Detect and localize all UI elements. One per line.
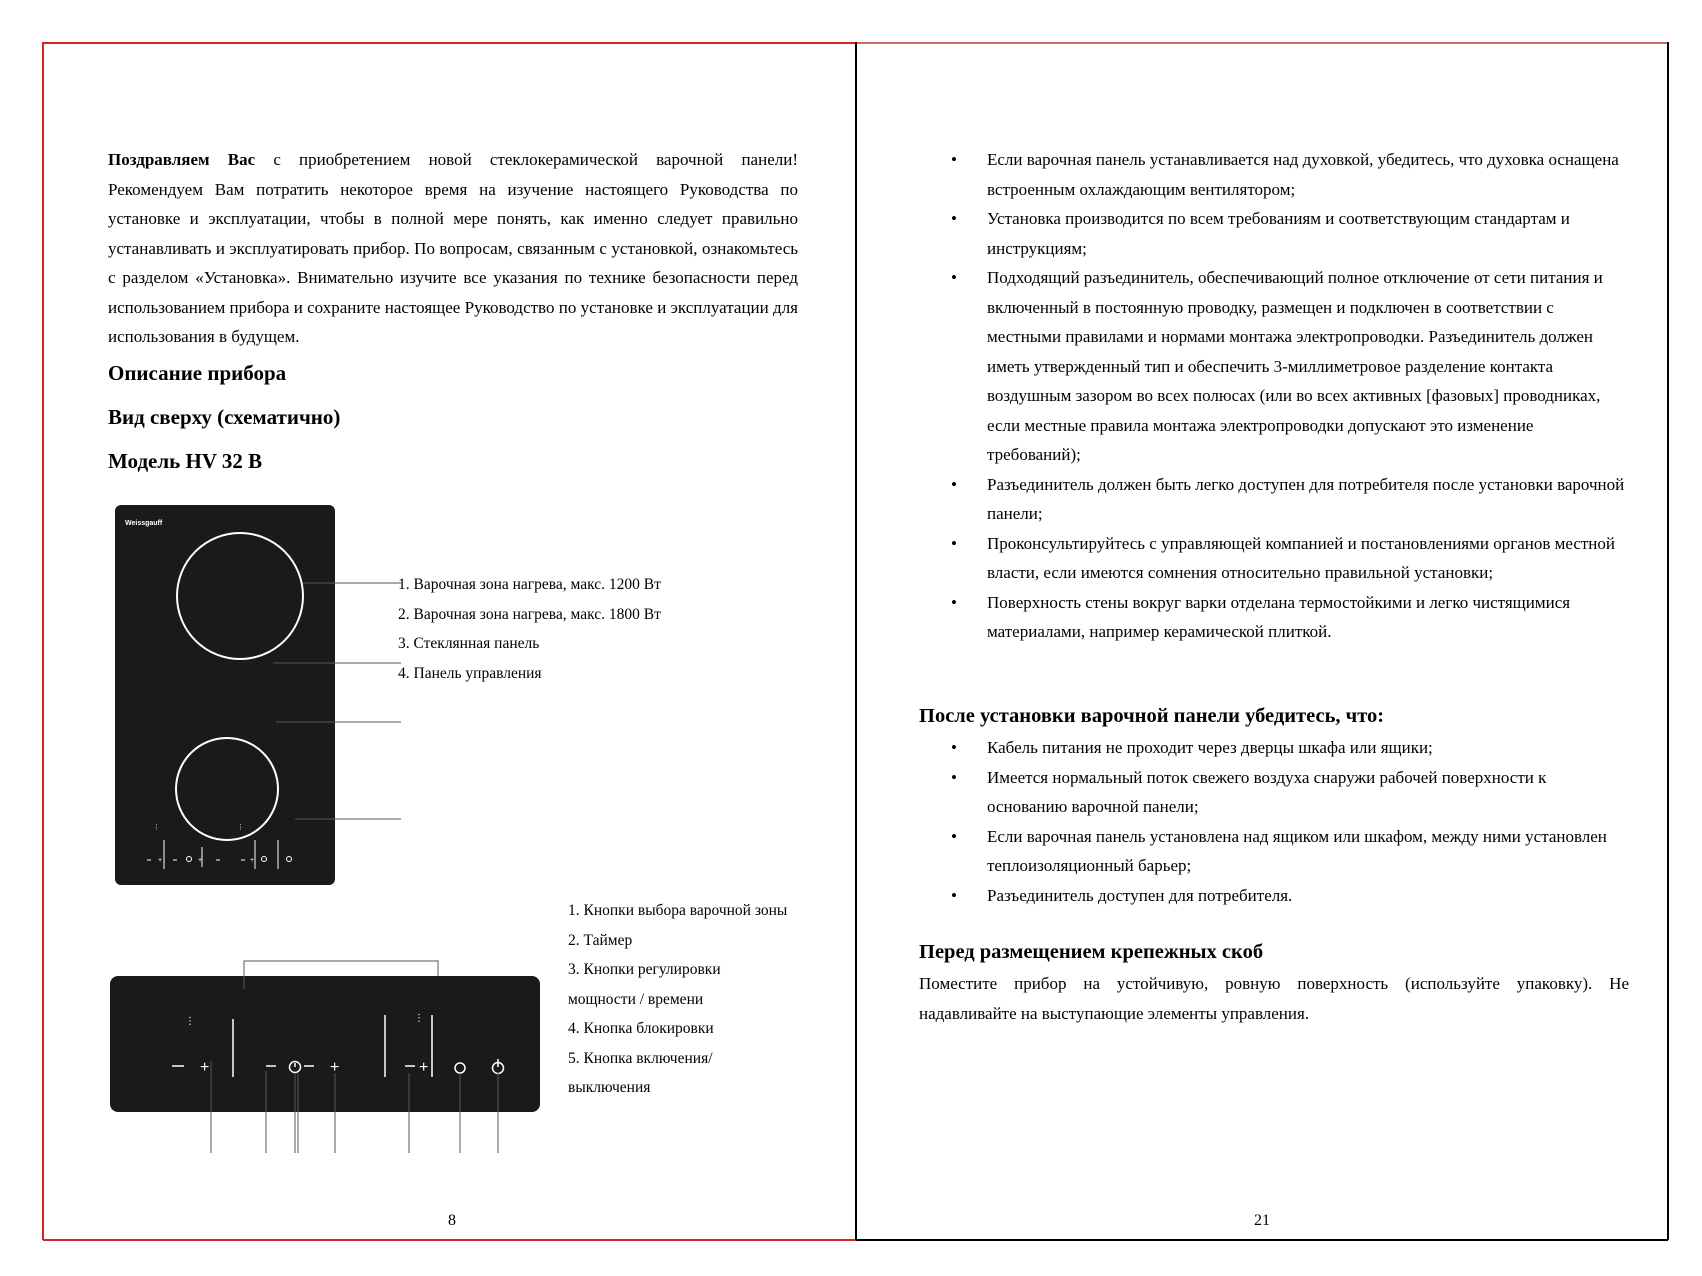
heading-description: Описание прибора: [108, 361, 287, 385]
svg-text:⋮: ⋮: [237, 824, 244, 831]
legend-item: 3. Кнопки регулировки мощности / времени: [568, 961, 721, 1008]
page-left: [43, 43, 856, 1240]
list-item: • Разъединитель доступен для потребителя.: [919, 881, 1629, 911]
page-number-left: 8: [448, 1212, 456, 1229]
svg-text:⋮: ⋮: [414, 1013, 424, 1024]
heading-after-install: После установки варочной панели убедитесь, что:: [919, 705, 1385, 727]
svg-text:+: +: [419, 1059, 429, 1076]
list-item: • Поверхность стены вокруг варки отделана термостойкими и легко чистящимися материалами, например керамической плиткой.: [919, 588, 1629, 647]
brand-logo: Weissgauff: [125, 520, 163, 527]
legend-item: 2. Таймер: [568, 931, 633, 949]
legend-item: 4. Панель управления: [398, 664, 542, 682]
list-item: • Установка производится по всем требованиям и соответствующим стандартам и инструкциям;: [919, 204, 1629, 263]
legend-item: 4. Кнопка блокировки: [568, 1020, 714, 1037]
legend-item: 5. Кнопка включения/ выключения: [568, 1049, 713, 1096]
heading-top-view: Вид сверху (схематично): [108, 405, 341, 429]
svg-text:⋮: ⋮: [185, 1016, 195, 1027]
intro-lead: Поздравляем Вас: [108, 150, 256, 169]
legend-item: 1. Кнопки выбора варочной зоны: [568, 902, 788, 919]
bullet-list-requirements: [919, 145, 1629, 647]
svg-text:+: +: [330, 1059, 340, 1076]
svg-text:+: +: [158, 857, 163, 864]
legend-item: 2. Варочная зона нагрева, макс. 1800 Вт: [398, 605, 661, 623]
intro-paragraph: [108, 145, 798, 352]
control-strip: [110, 976, 540, 1112]
hob-top-view-diagram: [113, 503, 403, 928]
control-panel-diagram: [108, 911, 548, 1161]
list-item: • Подходящий разъединитель, обеспечивающий полное отключение от сети питания и включенный в постоянную проводку, размещен и подключен в соответствии с местными правилами и нормами монтажа электропроводки. Разъединитель должен иметь утвержденный тип и обеспечить 3-миллиметровое разделение контакта воздушным зазором во всех полюсах (или во всех активных [фазовых] проводниках, если местные правила монтажа электропроводки допускают это изменение требований);: [919, 263, 1629, 470]
bullet-list-after-install: [919, 733, 1629, 910]
legend-top: [398, 570, 661, 688]
list-item: • Если варочная панель устанавливается над духовкой, убедитесь, что духовка оснащена встроенным охлаждающим вентилятором;: [919, 145, 1629, 204]
heading-before-brackets: Перед размещением крепежных скоб: [919, 941, 1264, 963]
list-item: • Проконсультируйтесь с управляющей компанией и постановлениями органов местной власти, если имеются сомнения относительно правильной установки;: [919, 529, 1629, 588]
legend-item: 1. Варочная зона нагрева, макс. 1200 Вт: [398, 576, 661, 593]
svg-text:+: +: [250, 857, 255, 864]
list-item: • Разъединитель должен быть легко доступен для потребителя после установки варочной панели;: [919, 470, 1629, 529]
page-right: [856, 43, 1668, 1240]
legend-item: 3. Стеклянная панель: [398, 635, 540, 652]
svg-text:⋮: ⋮: [153, 824, 160, 831]
paragraph-before-brackets: Поместите прибор на устойчивую, ровную поверхность (используйте упаковку). Не надавливайте на выступающие элементы управления.: [919, 974, 1629, 1023]
heading-model: Модель HV 32 B: [108, 449, 263, 473]
svg-text:+: +: [200, 1059, 210, 1076]
list-item: • Если варочная панель установлена над ящиком или шкафом, между ними установлен теплоизоляционный барьер;: [919, 822, 1629, 881]
list-item: • Имеется нормальный поток свежего воздуха снаружи рабочей поверхности к основанию варочной панели;: [919, 763, 1629, 822]
svg-text:+: +: [198, 857, 203, 864]
page-number-right: 21: [1254, 1212, 1270, 1229]
legend-bottom: [568, 896, 788, 1103]
glass-panel: [115, 505, 335, 885]
list-item: • Кабель питания не проходит через дверцы шкафа или ящики;: [919, 733, 1629, 763]
intro-body: с приобретением новой стеклокерамической варочной панели! Рекомендуем Вам потратить некоторое время на изучение настоящего Руководства по установке и эксплуатации, чтобы в полной мере понять, как именно следует правильно устанавливать и эксплуатировать прибор. По вопросам, связанным с установкой, ознакомьтесь с разделом «Установка». Внимательно изучите все указания по технике безопасности перед использованием прибора и сохраните настоящее Руководство по установке и эксплуатации для использования в будущем.: [108, 150, 798, 346]
